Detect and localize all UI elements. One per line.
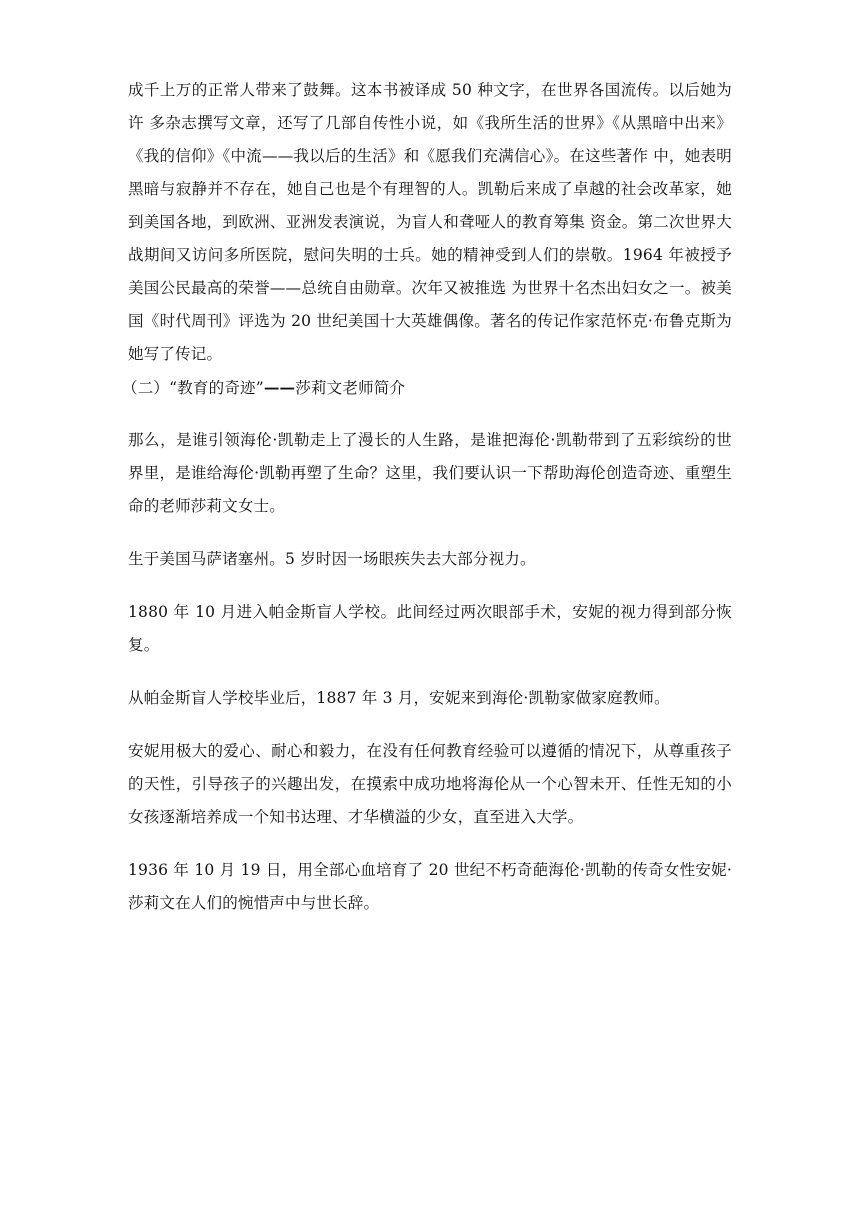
paragraph-helen-keller-achievements: 成千上万的正常人带来了鼓舞。这本书被译成 50 种文字，在世界各国流传。以后她为许 多杂志撰写文章，还写了几部自传性小说，如《我所生活的世界》《从黑暗中出来》《我的信仰》《中流——我以后的生活》和《愿我们充满信心》。在这些著作 中，她表明黑暗与寂静并不存在，她自己也是个有理智的人。凯勒后来成了卓越的社会改革家，她到美国各地，到欧洲、亚洲发表演说，为盲人和聋哑人的教育筹集 资金。第二次世界大战期间又访问多所医院，慰问失明的士兵。她的精神受到人们的崇敬。1964 年被授予美国公民最高的荣誉——总统自由勋章。次年又被推选 为世界十名杰出妇女之一。被美国《时代周刊》评选为 20 世纪美国十大英雄偶像。著名的传记作家范怀克·布鲁克斯为她写了传记。 <box>128 81 732 363</box>
section-heading-dash: —— <box>263 378 296 397</box>
paragraph-introduction: 那么，是谁引领海伦·凯勒走上了漫长的人生路，是谁把海伦·凯勒带到了五彩缤纷的世界里，是谁给海伦·凯勒再塑了生命？这里，我们要认识一下帮助海伦创造奇迹、重塑生命的老师莎莉文女士。 <box>128 431 732 515</box>
document-page <box>122 74 732 920</box>
section-heading-suffix: 莎莉文老师简介 <box>295 379 406 397</box>
paragraph-teaching: 安妮用极大的爱心、耐心和毅力，在没有任何教育经验可以遵循的情况下，从尊重孩子的天性，引导孩子的兴趣出发，在摸索中成功地将海伦从一个心智未开、任性无知的小女孩逐渐培养成一个知书达理、才华横溢的少女，直至进入大学。 <box>128 742 732 826</box>
section-heading <box>122 371 732 405</box>
paragraph-birth: 生于美国马萨诸塞州。5 岁时因一场眼疾失去大部分视力。 <box>128 550 536 568</box>
paragraph-school-entry: 1880 年 10 月进入帕金斯盲人学校。此间经过两次眼部手术，安妮的视力得到部分恢复。 <box>128 603 732 654</box>
paragraph-graduation: 从帕金斯盲人学校毕业后，1887 年 3 月，安妮来到海伦·凯勒家做家庭教师。 <box>128 689 670 707</box>
paragraph-death: 1936 年 10 月 19 日，用全部心血培育了 20 世纪不朽奇葩海伦·凯勒的传奇女性安妮·莎莉文在人们的惋惜声中与世长辞。 <box>128 861 732 912</box>
section-heading-prefix: （二）“教育的奇迹” <box>122 379 264 397</box>
